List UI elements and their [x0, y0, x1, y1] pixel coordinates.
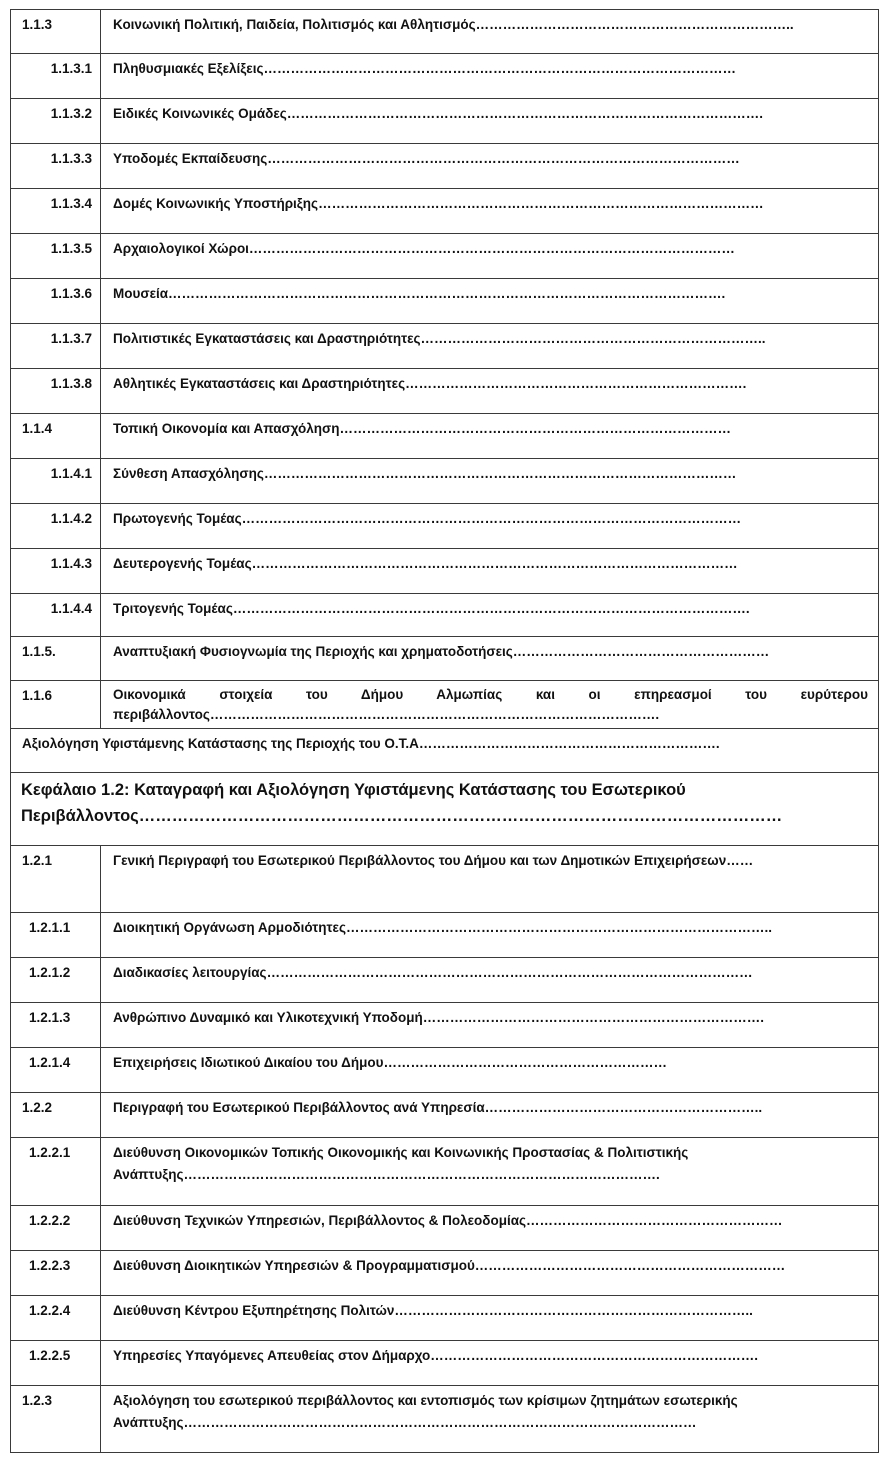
section-title[interactable]: Αθλητικές Εγκαταστάσεις και Δραστηριότητες………………………………………………………………….	[101, 369, 879, 414]
toc-row	[11, 958, 879, 1003]
section-number: 1.1.3.7	[11, 324, 101, 369]
toc-row	[11, 1093, 879, 1138]
toc-row	[11, 594, 879, 637]
toc-row	[11, 913, 879, 958]
toc-row	[11, 1251, 879, 1296]
section-title[interactable]: Τριτογενής Τομέας…………………………………………………………………………………………………….	[101, 594, 879, 637]
section-title[interactable]: Πληθυσμιακές Εξελίξεις……………………………………………………………………………………………	[101, 54, 879, 99]
toc-row	[11, 681, 879, 729]
section-number: 1.1.3	[11, 10, 101, 54]
section-title[interactable]: Περιγραφή του Εσωτερικού Περιβάλλοντος ανά Υπηρεσία……………………………………………………..	[101, 1093, 879, 1138]
section-title[interactable]: Δευτερογενής Τομέας………………………………………………………………………………………………	[101, 549, 879, 594]
section-number: 1.2.2.5	[11, 1341, 101, 1386]
section-number: 1.2.1	[11, 846, 101, 913]
toc-table	[10, 9, 879, 1453]
section-number: 1.2.2.4	[11, 1296, 101, 1341]
toc-row	[11, 324, 879, 369]
section-title[interactable]: Οικονομικά στοιχεία του Δήμου Αλμωπίας και οι επηρεασμοί του ευρύτερου περιβάλλοντος……………………………………………………………………………………….	[101, 681, 879, 729]
section-title[interactable]: Δομές Κοινωνικής Υποστήριξης………………………………………………………………………………………	[101, 189, 879, 234]
toc-row	[11, 144, 879, 189]
section-number: 1.2.2	[11, 1093, 101, 1138]
section-title[interactable]: Διεύθυνση Κέντρου Εξυπηρέτησης Πολιτών……………………………………………………………………..	[101, 1296, 879, 1341]
section-number: 1.1.4.3	[11, 549, 101, 594]
section-number: 1.1.3.2	[11, 99, 101, 144]
toc-row-spanning	[11, 729, 879, 773]
section-number: 1.1.3.1	[11, 54, 101, 99]
toc-row	[11, 549, 879, 594]
section-number: 1.1.5.	[11, 637, 101, 681]
section-number: 1.1.4.1	[11, 459, 101, 504]
toc-row	[11, 279, 879, 324]
toc-row	[11, 1386, 879, 1453]
toc-row	[11, 10, 879, 54]
section-title[interactable]: Γενική Περιγραφή του Εσωτερικού Περιβάλλοντος του Δήμου και των Δημοτικών Επιχειρήσεων……	[101, 846, 879, 913]
section-title[interactable]: Πρωτογενής Τομέας…………………………………………………………………………………………………	[101, 504, 879, 549]
toc-row	[11, 1138, 879, 1206]
section-title[interactable]: Αναπτυξιακή Φυσιογνωμία της Περιοχής και χρηματοδοτήσεις…………………………………………………	[101, 637, 879, 681]
section-title[interactable]: Διεύθυνση Οικονομικών Τοπικής Οικονομικής και Κοινωνικής Προστασίας & Πολιτιστικής Ανάπτυξης…………………………………………………………………………………………….	[101, 1138, 879, 1206]
toc-row	[11, 1341, 879, 1386]
toc-row	[11, 637, 879, 681]
chapter-heading[interactable]: Κεφάλαιο 1.2: Καταγραφή και Αξιολόγηση Υφιστάμενης Κατάστασης του Εσωτερικού Περιβάλλοντος………………………………………………………………………………………………………	[11, 773, 879, 846]
toc-row	[11, 189, 879, 234]
section-title[interactable]: Ειδικές Κοινωνικές Ομάδες…………………………………………………………………………………………….	[101, 99, 879, 144]
section-title[interactable]: Κοινωνική Πολιτική, Παιδεία, Πολιτισμός και Αθλητισμός……………………………………………………………..	[101, 10, 879, 54]
section-number: 1.1.4.2	[11, 504, 101, 549]
toc-row	[11, 459, 879, 504]
toc-row	[11, 846, 879, 913]
section-number: 1.2.1.2	[11, 958, 101, 1003]
section-number: 1.1.3.5	[11, 234, 101, 279]
toc-row-chapter	[11, 773, 879, 846]
section-number: 1.1.4	[11, 414, 101, 459]
section-title[interactable]: Υπηρεσίες Υπαγόμενες Απευθείας στον Δήμαρχο……………………………………………………………….	[101, 1341, 879, 1386]
section-title[interactable]: Αξιολόγηση του εσωτερικού περιβάλλοντος και εντοπισμός των κρίσιμων ζητημάτων εσωτερικής Ανάπτυξης……………………………………………………………………………………………………	[101, 1386, 879, 1453]
section-title[interactable]: Διοικητική Οργάνωση Αρμοδιότητες…………………………………………………………………………………..	[101, 913, 879, 958]
section-number: 1.2.2.1	[11, 1138, 101, 1206]
toc-row	[11, 54, 879, 99]
section-number: 1.2.2.2	[11, 1206, 101, 1251]
section-title[interactable]: Αρχαιολογικοί Χώροι………………………………………………………………………………………………	[101, 234, 879, 279]
toc-row	[11, 504, 879, 549]
toc-row	[11, 234, 879, 279]
section-title[interactable]: Διεύθυνση Διοικητικών Υπηρεσιών & Προγραμματισμού……………………………………………………………	[101, 1251, 879, 1296]
section-title[interactable]: Σύνθεση Απασχόλησης……………………………………………………………………………………………	[101, 459, 879, 504]
toc-row	[11, 369, 879, 414]
section-title[interactable]: Τοπική Οικονομία και Απασχόληση……………………………………………………………………………	[101, 414, 879, 459]
section-number: 1.2.3	[11, 1386, 101, 1453]
section-number: 1.2.2.3	[11, 1251, 101, 1296]
section-number: 1.2.1.1	[11, 913, 101, 958]
section-number: 1.1.3.4	[11, 189, 101, 234]
toc-row	[11, 1206, 879, 1251]
toc-row	[11, 414, 879, 459]
section-number: 1.1.6	[11, 681, 101, 729]
section-number: 1.2.1.3	[11, 1003, 101, 1048]
toc-row	[11, 1048, 879, 1093]
toc-row	[11, 1296, 879, 1341]
section-number: 1.1.3.8	[11, 369, 101, 414]
section-number: 1.1.4.4	[11, 594, 101, 637]
section-title[interactable]: Ανθρώπινο Δυναμικό και Υλικοτεχνική Υποδομή………………………………………………………………….	[101, 1003, 879, 1048]
section-number: 1.1.3.3	[11, 144, 101, 189]
section-title[interactable]: Διαδικασίες λειτουργίας………………………………………………………………………………………………	[101, 958, 879, 1003]
section-title[interactable]: Διεύθυνση Τεχνικών Υπηρεσιών, Περιβάλλοντος & Πολεοδομίας…………………………………………………	[101, 1206, 879, 1251]
section-title[interactable]: Μουσεία…………………………………………………………………………………………………………….	[101, 279, 879, 324]
toc-row	[11, 1003, 879, 1048]
section-title[interactable]: Επιχειρήσεις Ιδιωτικού Δικαίου του Δήμου………………………………………………………	[101, 1048, 879, 1093]
section-title[interactable]: Πολιτιστικές Εγκαταστάσεις και Δραστηριότητες…………………………………………………………………..	[101, 324, 879, 369]
section-number: 1.2.1.4	[11, 1048, 101, 1093]
section-number: 1.1.3.6	[11, 279, 101, 324]
section-title[interactable]: Υποδομές Εκπαίδευσης……………………………………………………………………………………………	[101, 144, 879, 189]
toc-row	[11, 99, 879, 144]
assessment-heading[interactable]: Αξιολόγηση Υφιστάμενης Κατάστασης της Περιοχής του Ο.Τ.Α………………………………………………………….	[11, 729, 879, 773]
